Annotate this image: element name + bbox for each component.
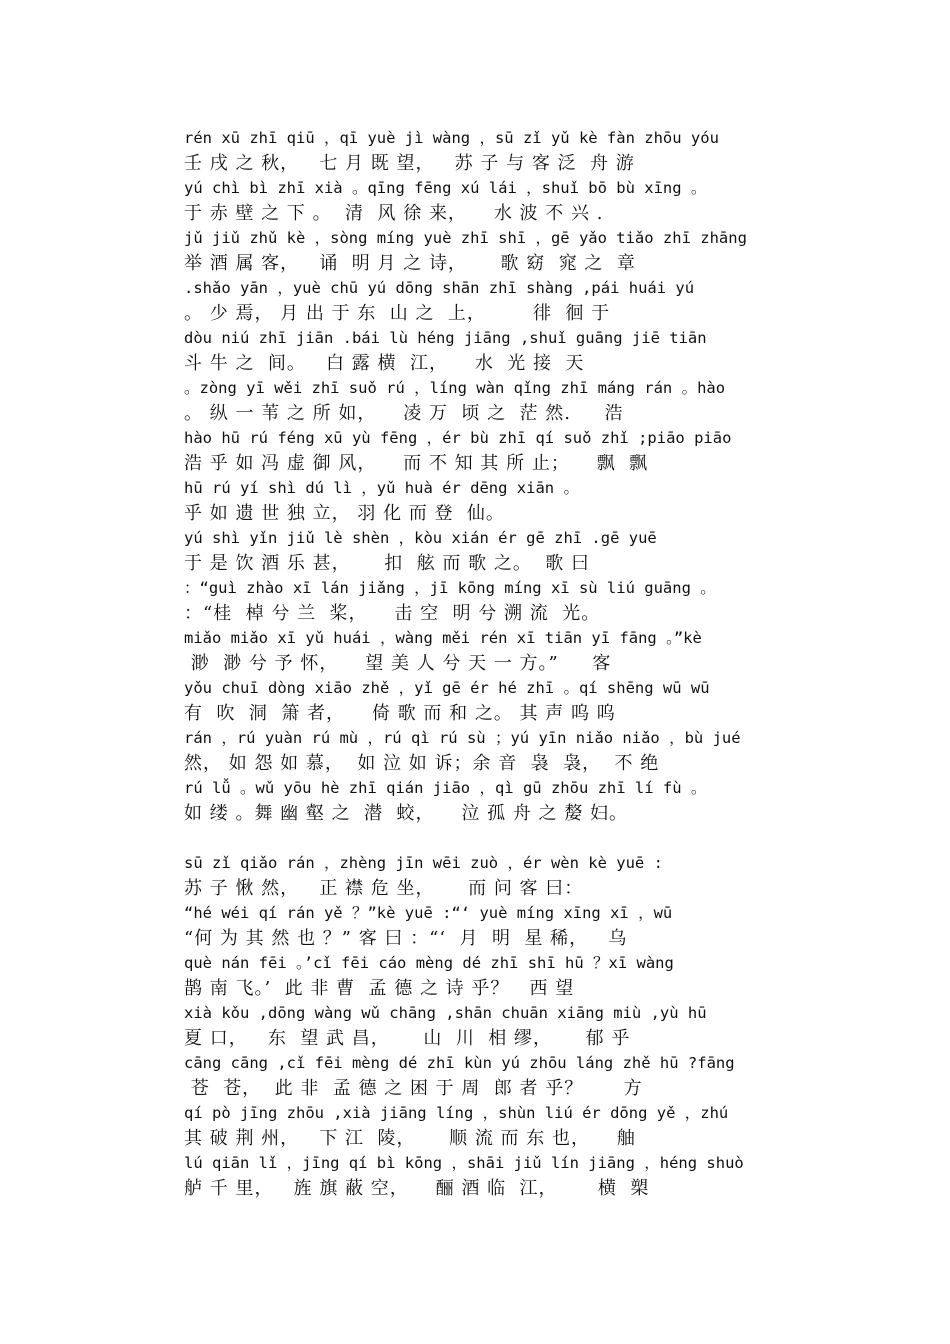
hanzi-line: 如 缕 。舞 幽 壑 之 潜 蛟， 泣 孤 舟 之 嫠 妇。 (184, 803, 628, 824)
pinyin-line: sū zǐ qiǎo rán ，zhèng jīn wēi zuò ，ér wèn kè yuē : (184, 854, 663, 872)
line-pair-3 (184, 226, 784, 276)
hanzi-line: 斗 牛 之 间。 白 露 横 江， 水 光 接 天 (184, 353, 585, 374)
hanzi-line: 有 吹 洞 箫 者， 倚 歌 而 和 之。 其 声 呜 呜 (184, 703, 616, 724)
line-pair-11 (184, 626, 784, 676)
hanzi-line: 。 少 焉， 月 出 于 东 山 之 上， 徘 徊 于 (184, 303, 611, 324)
line-pair-13 (184, 726, 784, 776)
line-pair-8 (184, 476, 784, 526)
hanzi-line: 鹊 南 飞。’ 此 非 曹 孟 德 之 诗 乎？ 西 望 (184, 978, 575, 999)
hanzi-line: 渺 渺 兮 予 怀， 望 美 人 兮 天 一 方。” 客 (184, 653, 612, 674)
hanzi-line: 苏 子 愀 然， 正 襟 危 坐， 而 问 客 曰： (184, 878, 584, 899)
hanzi-line: 举 酒 属 客， 诵 明 月 之 诗， 歌 窈 窕 之 章 (184, 253, 636, 274)
paragraph-gap (184, 826, 784, 851)
pinyin-line: .shǎo yān ，yuè chū yú dōng shān zhī shàng ,pái huái yú (184, 279, 695, 297)
pinyin-line: yú chì bì zhī xià 。qīng fēng xú lái ，shuǐ bō bù xīng 。 (184, 179, 707, 197)
pinyin-line: yú shì yǐn jiǔ lè shèn ，kòu xián ér gē zhī .gē yuē (184, 529, 657, 547)
hanzi-line: 于 赤 壁 之 下 。 清 风 徐 来， 水 波 不 兴 . (184, 203, 604, 224)
hanzi-line: 其 破 荆 州， 下 江 陵， 顺 流 而 东 也， 舳 (184, 1128, 636, 1149)
document-page (184, 126, 784, 1201)
pinyin-line: jǔ jiǔ zhǔ kè ，sòng míng yuè zhī shī ，gē yǎo tiǎo zhī zhāng (184, 229, 747, 247)
pinyin-line: hào hū rú féng xū yù fēng ，ér bù zhī qí suǒ zhǐ ;piāo piāo (184, 429, 732, 447)
line-pair-12 (184, 676, 784, 726)
pinyin-line: “hé wéi qí rán yě ？”kè yuē :“‘ yuè míng xīng xī ，wū (184, 904, 673, 922)
pinyin-line: dòu niú zhī jiān .bái lù héng jiāng ,shuǐ guāng jiē tiān (184, 329, 707, 347)
pinyin-line: miǎo miǎo xī yǔ huái ，wàng měi rén xī tiān yī fāng 。”kè (184, 629, 702, 647)
line-pair-20 (184, 1051, 784, 1101)
hanzi-line: 苍 苍， 此 非 孟 德 之 困 于 周 郎 者 乎？ 方 (184, 1078, 643, 1099)
hanzi-line: ：“桂 棹 兮 兰 桨， 击 空 明 兮 溯 流 光。 (184, 603, 601, 624)
line-pair-14 (184, 776, 784, 826)
hanzi-line: 浩 乎 如 冯 虚 御 风， 而 不 知 其 所 止； 飘 飘 (184, 453, 649, 474)
pinyin-line: xià kǒu ,dōng wàng wǔ chāng ,shān chuān xiāng miù ,yù hū (184, 1004, 707, 1022)
line-pair-21 (184, 1101, 784, 1151)
hanzi-line: “何 为 其 然 也 ？” 客 曰 ：“‘ 月 明 星 稀， 乌 (184, 928, 628, 949)
pinyin-line: rú lǚ 。wǔ yōu hè zhī qián jiāo ，qì gū zhōu zhī lí fù 。 (184, 779, 707, 797)
hanzi-line: 。 纵 一 苇 之 所 如， 凌 万 顷 之 茫 然. 浩 (184, 403, 624, 424)
hanzi-line: 壬 戌 之 秋， 七 月 既 望， 苏 子 与 客 泛 舟 游 (184, 153, 635, 174)
hanzi-line: 于 是 饮 酒 乐 甚， 扣 舷 而 歌 之。 歌 曰 (184, 553, 590, 574)
line-pair-19 (184, 1001, 784, 1051)
line-pair-16 (184, 851, 784, 901)
line-pair-5 (184, 326, 784, 376)
line-pair-4 (184, 276, 784, 326)
pinyin-line: rán ，rú yuàn rú mù ，rú qì rú sù ；yú yīn niǎo niǎo ，bù jué (184, 729, 741, 747)
line-pair-17 (184, 901, 784, 951)
pinyin-line: hū rú yí shì dú lì ，yǔ huà ér dēng xiān 。 (184, 479, 579, 497)
hanzi-line: 舻 千 里， 旌 旗 蔽 空， 酾 酒 临 江， 横 槊 (184, 1178, 650, 1199)
pinyin-line: què nán fēi 。’cǐ fēi cáo mèng dé zhī shī hū ？xī wàng (184, 954, 674, 972)
line-pair-10 (184, 576, 784, 626)
pinyin-line: yǒu chuī dòng xiāo zhě ，yǐ gē ér hé zhī 。qí shēng wū wū (184, 679, 710, 697)
pinyin-line: rén xū zhī qiū ，qī yuè jì wàng ，sū zǐ yǔ kè fàn zhōu yóu (184, 129, 719, 147)
line-pair-2 (184, 176, 784, 226)
line-pair-22 (184, 1151, 784, 1201)
pinyin-line: lú qiān lǐ ，jīng qí bì kōng ，shāi jiǔ lín jiāng ，héng shuò (184, 1154, 744, 1172)
line-pair-9 (184, 526, 784, 576)
pinyin-line: cāng cāng ,cǐ fēi mèng dé zhī kùn yú zhōu láng zhě hū ?fāng (184, 1054, 735, 1072)
line-pair-6 (184, 376, 784, 426)
pinyin-line: 。zòng yī wěi zhī suǒ rú ，líng wàn qǐng zhī máng rán 。hào (184, 379, 726, 397)
hanzi-line: 乎 如 遗 世 独 立， 羽 化 而 登 仙。 (184, 503, 505, 524)
line-pair-7 (184, 426, 784, 476)
line-pair-18 (184, 951, 784, 1001)
hanzi-line: 然， 如 怨 如 慕， 如 泣 如 诉；余 音 袅 袅， 不 绝 (184, 753, 660, 774)
line-pair-1 (184, 126, 784, 176)
hanzi-line: 夏 口， 东 望 武 昌， 山 川 相 缪， 郁 乎 (184, 1028, 631, 1049)
pinyin-line: ：“guì zhào xī lán jiǎng ，jī kōng míng xī sù liú guāng 。 (184, 579, 716, 597)
pinyin-line: qí pò jīng zhōu ,xià jiāng líng ，shùn liú ér dōng yě ，zhú (184, 1104, 729, 1122)
